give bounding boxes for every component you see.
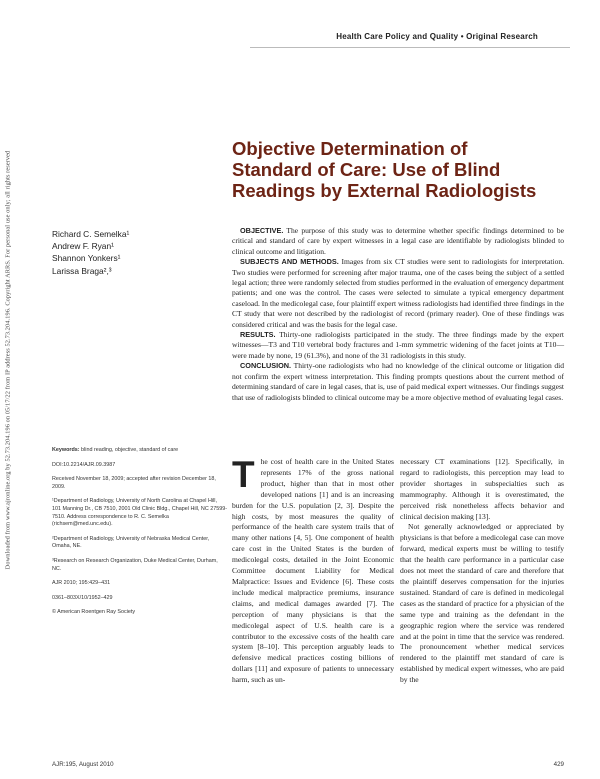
- objective-text: The purpose of this study was to determine whether specific findings determined to be critical and standard of care by expert witnesses in a legal case are identifiable by radiologists blinded to clinical outcome and litigation.: [232, 226, 564, 256]
- keywords-label: Keywords:: [52, 447, 80, 453]
- copyright: © American Roentgen Ray Society: [52, 609, 136, 616]
- abstract-results: [232, 330, 564, 361]
- title-line: Objective Determination of: [232, 138, 468, 159]
- affiliation-2: ²Department of Radiology, University of Nebraska Medical Center, Omaha, NE.: [52, 535, 210, 550]
- drop-cap: T: [232, 454, 255, 495]
- body-column-1: [232, 454, 394, 686]
- download-notice: [2, 120, 14, 600]
- affiliation-3: ³Research on Research Organization, Duke Medical Center, Durham, NC.: [52, 557, 218, 572]
- page-number: 429: [553, 761, 564, 768]
- keywords: [52, 447, 227, 455]
- abstract-objective: [232, 226, 564, 257]
- methods-text: Images from six CT studies were sent to radiologists for interpretation. Two studies were performed for screening after major trauma, one of the cases being the subject of a settled legal action; three were randomly selected from studies performed in the evaluation of emergency department patients; and one was the control. The cases were selected to simulate a typical emergency department caseload. In the medicolegal case, four plaintiff expert witness radiologists had identified three findings in the CT study that were not described by the radiologist of record (primary reader). One of these findings was considered critical and was the basis for the legal case.: [232, 257, 565, 329]
- body-column-2: [400, 457, 564, 686]
- body-text: he cost of health care in the United States represents 17% of the gross national product, higher than that in most other developed nations [1] and is an increasing burden for the U.S. population [2, 3]. Despite the high costs, by most measures the quality of performance of the health care system trails that of many other nations [4, 5]. One component of health care cost in the United States is the burden of medicolegal costs, detailed in the Joint Economic Committee document Liability for Medical Malpractice: Issues and Evidence [6]. These costs include medical malpractice premiums, insurance claims, and medical damages awarded [7]. The perception of many physicians is that the medicolegal aspect of U.S. health care is a contributor to the excessive costs of the health care system [8–10]. This perception arguably leads to defensive medical practices costing billions of dollars [11] and exposure of patients to unnecessary harm, such as un-: [232, 457, 394, 685]
- affiliation-1: ¹Department of Radiology, University of North Carolina at Chapel Hill, 101 Manning Dr., CB 7510, 2001 Old Clinic Bldg., Chapel Hill, NC 27599-7510. Address correspondence to R. C. Semelka (richsem@med.unc.edu).: [52, 498, 227, 528]
- author: Shannon Yonkers¹: [52, 253, 121, 264]
- download-notice-text: Downloaded from www.ajronline.org by 52.73.204.196 on 05/17/22 from IP address 52.73.204.196. Copyright ARRS. For personal use only; all rights reserved: [4, 150, 12, 570]
- conclusion-text: Thirty-one radiologists who had no knowledge of the clinical outcome or litigation did not confirm the expert witness interpretation. This finding prompts questions about the current method of determining standard of care in legal cases, that is, use of paid medical expert witnesses. Our findings suggest that use of radiologists blinded to clinical outcome may be a more objective method of evaluating legal cases.: [232, 361, 564, 402]
- doi: DOI:10.2214/AJR.09.3987: [52, 461, 116, 468]
- author-list: [52, 228, 222, 277]
- author: Andrew F. Ryan¹: [52, 241, 114, 252]
- title-line: Standard of Care: Use of Blind: [232, 159, 501, 180]
- results-text: Thirty-one radiologists participated in the study. The three findings made by the expert witnesses—T3 and T10 vertebral body fractures and 1-mm symmetric widening of the facet joints at T10—were made by none, 19 (61.3%), and none of the 31 radiologists in this study.: [232, 330, 564, 360]
- article-title: [232, 138, 562, 201]
- abstract-conclusion: [232, 361, 564, 403]
- keywords-text: blind reading, objective, standard of care: [79, 447, 179, 453]
- body-paragraph: Not generally acknowledged or appreciated by physicians is that before a medicolegal case can move forward, medical experts must be willing to testify that the health care performance in a particular case does not meet the standard of care and therefore that the plaintiff deserves compensation for the injuries sustained. Standard of care is defined in medicolegal cases as the standard of practice for a physician of the same type and training as the defendant in the geographic region where the service was rendered and at the point in time that the service was rendered. The pronouncement whether medical services rendered to the plaintiff met standard of care is established by medical expert witnesses, who are paid by the: [400, 522, 564, 685]
- citation: AJR 2010; 195:429–431: [52, 580, 111, 587]
- author: Larissa Braga²,³: [52, 265, 112, 276]
- running-head: Health Care Policy and Quality • Original Research: [336, 32, 538, 41]
- article-metadata: [52, 447, 227, 624]
- body-paragraph: necessary CT examinations [12]. Specifically, in regard to radiologists, this perception may lead to provider shortages in subspecialties such as mammography. Although it is overestimated, the perceived risk nonetheless affects behavior and clinical decision making [13].: [400, 457, 564, 521]
- methods-label: SUBJECTS AND METHODS.: [240, 257, 339, 267]
- objective-label: OBJECTIVE.: [240, 226, 284, 235]
- abstract-methods: [232, 257, 564, 330]
- header-rule: [250, 47, 570, 48]
- conclusion-label: CONCLUSION.: [240, 361, 292, 371]
- body-paragraph: [232, 454, 394, 686]
- results-label: RESULTS.: [240, 330, 276, 340]
- author: Richard C. Semelka¹: [52, 229, 130, 239]
- issn: 0361–803X/10/1952–429: [52, 594, 113, 601]
- title-line: Readings by External Radiologists: [232, 180, 537, 201]
- footer-journal: AJR:195, August 2010: [52, 761, 114, 768]
- abstract: [232, 226, 564, 403]
- received-dates: Received November 18, 2009; accepted after revision December 18, 2009.: [52, 476, 216, 490]
